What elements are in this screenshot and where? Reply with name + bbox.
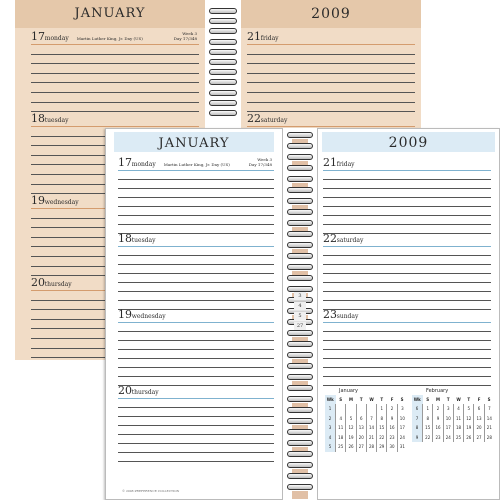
mini-calendar-date[interactable]: 8	[377, 414, 387, 424]
spiral-ring	[287, 374, 313, 380]
year-title: 2009	[388, 135, 429, 151]
day-header-rule	[247, 44, 415, 45]
mini-calendar-week-number: 6	[412, 404, 423, 414]
writing-line[interactable]	[247, 82, 415, 83]
mini-calendar-date[interactable]: 7	[366, 414, 376, 424]
writing-line[interactable]	[118, 224, 274, 225]
mini-calendar-date[interactable]: 19	[464, 423, 474, 433]
mini-calendar-date[interactable]: 18	[453, 423, 463, 433]
mini-calendar-date[interactable]: 21	[484, 423, 494, 433]
writing-line[interactable]	[323, 197, 491, 198]
front-planner	[105, 128, 500, 500]
day-header-rule	[118, 398, 274, 399]
spiral-ring	[209, 49, 237, 55]
mini-calendar-date[interactable]: 12	[346, 423, 356, 433]
spiral-ring	[287, 473, 313, 479]
mini-calendar-header: M	[349, 397, 353, 402]
mini-calendar-date[interactable]: 27	[474, 433, 484, 443]
mini-calendar-week-number: 7	[412, 414, 423, 424]
mini-calendar-date[interactable]	[366, 404, 376, 414]
mini-calendar-date[interactable]: 28	[366, 442, 376, 452]
mini-calendar-date[interactable]: 15	[423, 423, 433, 433]
day-name: tuesday	[44, 116, 69, 124]
writing-line[interactable]	[118, 349, 274, 350]
mini-calendar-week-number: 9	[412, 433, 423, 443]
mini-calendar-date[interactable]: 28	[484, 433, 494, 443]
month-title: JANUARY	[74, 6, 146, 21]
day-header-rule	[31, 126, 199, 127]
mini-calendar-date[interactable]: 4	[336, 414, 346, 424]
mini-calendar-header: T	[380, 397, 384, 402]
mini-calendar-date[interactable]: 8	[423, 414, 433, 424]
day-number: 21	[323, 156, 337, 169]
mini-calendar-date[interactable]: 11	[453, 414, 463, 424]
day-number: 20	[31, 276, 45, 289]
writing-line[interactable]	[323, 376, 491, 377]
mini-calendar-date[interactable]: 14	[484, 414, 494, 424]
mini-calendar-date[interactable]: 26	[464, 433, 474, 443]
writing-line[interactable]	[323, 255, 491, 256]
day-block[interactable]	[118, 309, 274, 385]
day-name: monday	[131, 160, 156, 168]
writing-line[interactable]	[247, 73, 415, 74]
spiral-ring	[287, 187, 313, 193]
writing-line[interactable]	[118, 416, 274, 417]
mini-calendar	[412, 387, 494, 442]
mini-calendar-date[interactable]: 2	[387, 404, 397, 414]
spiral-ring	[287, 451, 313, 457]
day-number: 17	[31, 30, 45, 43]
spiral-ring	[287, 352, 313, 358]
mini-calendar-date[interactable]: 24	[443, 433, 453, 443]
day-block[interactable]	[247, 31, 415, 113]
mini-calendar-date[interactable]: 5	[346, 414, 356, 424]
writing-line[interactable]	[323, 349, 491, 350]
mini-calendar-date[interactable]: 3	[443, 404, 453, 414]
mini-calendar-week-number: 5	[325, 442, 336, 452]
day-header-rule	[118, 170, 274, 171]
spiral-ring	[287, 253, 313, 259]
mini-calendar-date[interactable]: 1	[377, 404, 387, 414]
spiral-ring	[287, 132, 313, 138]
day-block[interactable]	[118, 157, 274, 233]
writing-line[interactable]	[118, 461, 274, 462]
day-name: wednesday	[44, 198, 79, 206]
day-block[interactable]	[323, 157, 491, 233]
writing-line[interactable]	[247, 102, 415, 103]
writing-line[interactable]	[31, 63, 199, 64]
writing-line[interactable]	[31, 92, 199, 93]
back-year-header	[241, 0, 421, 28]
spiral-ring	[287, 462, 313, 468]
spiral-ring	[287, 198, 313, 204]
writing-line[interactable]	[118, 255, 274, 256]
writing-line[interactable]	[118, 197, 274, 198]
day-header-rule	[323, 246, 491, 247]
spiral-ring	[209, 90, 237, 96]
day-header-rule	[323, 322, 491, 323]
mini-calendar-header: S	[400, 397, 404, 402]
day-header-rule	[247, 126, 415, 127]
spiral-ring	[287, 176, 313, 182]
mini-calendar-date[interactable]: 17	[443, 423, 453, 433]
mini-calendar-date[interactable]: 31	[397, 442, 407, 452]
mini-calendars	[325, 387, 497, 497]
spiral-ring	[287, 407, 313, 413]
writing-line[interactable]	[118, 340, 274, 341]
mini-calendar-date[interactable]: 10	[443, 414, 453, 424]
day-block[interactable]	[323, 309, 491, 385]
day-name: friday	[336, 160, 355, 168]
spiral-ring	[209, 8, 237, 14]
day-number: 18	[31, 112, 45, 125]
mini-calendar-grid	[325, 395, 407, 452]
writing-line[interactable]	[118, 358, 274, 359]
mini-calendar-header: W	[369, 397, 374, 402]
mini-calendar-date[interactable]: 9	[433, 414, 443, 424]
holiday-note: Martin Luther King, Jr. Day (US)	[76, 35, 143, 41]
day-number: 19	[31, 194, 45, 207]
writing-line[interactable]	[323, 264, 491, 265]
writing-line[interactable]	[118, 264, 274, 265]
mini-calendar-week-number: 8	[412, 423, 423, 433]
spiral-ring	[287, 429, 313, 435]
day-number: 21	[247, 30, 261, 43]
mini-calendar-date[interactable]: 16	[387, 423, 397, 433]
mini-calendar-week-number: 4	[325, 433, 336, 443]
writing-line[interactable]	[118, 443, 274, 444]
writing-line[interactable]	[118, 179, 274, 180]
writing-line[interactable]	[118, 425, 274, 426]
spiral-ring	[287, 275, 313, 281]
mini-calendar-date[interactable]: 23	[387, 433, 397, 443]
mini-calendar-title: February	[426, 388, 449, 394]
writing-line[interactable]	[323, 358, 491, 359]
writing-line[interactable]	[323, 331, 491, 332]
mini-calendar-date[interactable]: 1	[423, 404, 433, 414]
mini-calendar-header: T	[359, 397, 363, 402]
writing-line[interactable]	[118, 273, 274, 274]
mini-calendar-week-number: 2	[325, 414, 336, 424]
writing-line[interactable]	[118, 452, 274, 453]
day-name: saturday	[260, 116, 288, 124]
mini-calendar-week-number: 3	[325, 423, 336, 433]
writing-line[interactable]	[323, 282, 491, 283]
week-number: Week 3	[182, 31, 197, 36]
mini-calendar-header: M	[436, 397, 440, 402]
day-block[interactable]	[31, 31, 199, 113]
writing-line[interactable]	[247, 63, 415, 64]
writing-line[interactable]	[323, 385, 491, 386]
writing-line[interactable]	[118, 300, 274, 301]
mini-calendar-date[interactable]: 30	[387, 442, 397, 452]
spiral-ring	[287, 165, 313, 171]
writing-line[interactable]	[31, 73, 199, 74]
writing-line[interactable]	[118, 282, 274, 283]
spiral-ring	[287, 231, 313, 237]
mini-calendar-date[interactable]: 25	[336, 442, 346, 452]
writing-line[interactable]	[118, 407, 274, 408]
writing-line[interactable]	[118, 376, 274, 377]
day-name: thursday	[131, 388, 159, 396]
front-year-header	[322, 132, 495, 152]
day-header-rule	[118, 322, 274, 323]
day-of-year: Day 17/348	[248, 162, 272, 167]
day-header-rule	[118, 246, 274, 247]
mini-calendar-date[interactable]: 9	[387, 414, 397, 424]
spiral-ring	[287, 440, 313, 446]
day-name: monday	[44, 34, 69, 42]
spiral-ring	[287, 341, 313, 347]
writing-line[interactable]	[118, 215, 274, 216]
mini-calendar-header: S	[339, 397, 343, 402]
day-number: 22	[247, 112, 261, 125]
spiral-ring	[287, 264, 313, 270]
mini-calendar	[325, 387, 407, 452]
week-number: Week 3	[257, 157, 272, 162]
day-number: 23	[323, 308, 337, 321]
mini-calendar-header: Wk	[326, 397, 334, 402]
mini-calendar-date[interactable]: 3	[397, 404, 407, 414]
month-tab[interactable]	[292, 491, 308, 499]
week-info	[249, 157, 272, 167]
mini-calendar-date[interactable]: 6	[474, 404, 484, 414]
writing-line[interactable]	[247, 92, 415, 93]
mini-calendar-date[interactable]: 14	[366, 423, 376, 433]
writing-line[interactable]	[118, 188, 274, 189]
day-block[interactable]	[323, 233, 491, 309]
writing-line[interactable]	[118, 206, 274, 207]
writing-line[interactable]	[31, 82, 199, 83]
mini-calendar-header: W	[456, 397, 461, 402]
writing-line[interactable]	[323, 291, 491, 292]
mini-calendar-header: S	[426, 397, 430, 402]
day-name: saturday	[336, 236, 364, 244]
month-title: JANUARY	[158, 136, 230, 151]
year-title: 2009	[311, 6, 351, 22]
spiral-ring	[287, 242, 313, 248]
week-tab[interactable]: 3	[294, 292, 306, 300]
spiral-ring	[209, 79, 237, 85]
spiral-ring	[209, 39, 237, 45]
spiral-ring	[287, 143, 313, 149]
mini-calendar-date[interactable]: 10	[397, 414, 407, 424]
day-number: 22	[323, 232, 337, 245]
day-name: friday	[260, 34, 279, 42]
day-name: thursday	[44, 280, 72, 288]
mini-calendar-date[interactable]: 27	[356, 442, 366, 452]
mini-calendar-date[interactable]: 7	[484, 404, 494, 414]
spiral-ring	[209, 18, 237, 24]
day-number: 17	[118, 156, 132, 169]
mini-calendar-date[interactable]: 16	[433, 423, 443, 433]
mini-calendar-date[interactable]: 2	[433, 404, 443, 414]
spiral-ring	[287, 484, 313, 490]
writing-line[interactable]	[323, 300, 491, 301]
writing-line[interactable]	[323, 340, 491, 341]
mini-calendar-date[interactable]	[336, 404, 346, 414]
mini-calendar-grid	[412, 395, 494, 442]
writing-line[interactable]	[323, 179, 491, 180]
mini-calendar-date[interactable]: 15	[377, 423, 387, 433]
week-tab[interactable]: 27	[294, 322, 306, 330]
writing-line[interactable]	[31, 54, 199, 55]
day-block[interactable]	[118, 385, 274, 461]
spiral-ring	[287, 418, 313, 424]
writing-line[interactable]	[118, 331, 274, 332]
writing-line[interactable]	[118, 291, 274, 292]
front-left-page	[105, 128, 283, 500]
day-number: 19	[118, 308, 132, 321]
week-tab[interactable]: 5	[294, 312, 306, 320]
spiral-ring	[287, 220, 313, 226]
holiday-note: Martin Luther King, Jr. Day (US)	[163, 161, 230, 167]
front-right-page	[317, 128, 500, 500]
writing-line[interactable]	[31, 102, 199, 103]
front-month-header	[114, 132, 274, 152]
mini-calendar-date[interactable]	[346, 404, 356, 414]
writing-line[interactable]	[118, 434, 274, 435]
week-info	[174, 31, 197, 41]
mini-calendar-header: F	[477, 397, 481, 402]
day-header-rule	[31, 44, 199, 45]
spiral-ring	[209, 69, 237, 75]
writing-line[interactable]	[323, 367, 491, 368]
mini-calendar-date[interactable]: 20	[474, 423, 484, 433]
day-block[interactable]	[118, 233, 274, 309]
mini-calendar-date[interactable]	[356, 404, 366, 414]
mini-calendar-title: January	[339, 388, 358, 394]
mini-calendar-date[interactable]: 25	[453, 433, 463, 443]
day-header-rule	[323, 170, 491, 171]
mini-calendar-date[interactable]: 21	[366, 433, 376, 443]
mini-calendar-header: T	[446, 397, 450, 402]
mini-calendar-date[interactable]: 26	[346, 442, 356, 452]
spiral-ring	[209, 28, 237, 34]
spiral-ring	[287, 363, 313, 369]
writing-line[interactable]	[118, 367, 274, 368]
mini-calendar-date[interactable]: 20	[356, 433, 366, 443]
mini-calendar-date[interactable]: 17	[397, 423, 407, 433]
mini-calendar-date[interactable]: 22	[423, 433, 433, 443]
spiral-ring	[287, 154, 313, 160]
mini-calendar-date[interactable]: 6	[356, 414, 366, 424]
front-spiral-binding	[283, 128, 317, 500]
mini-calendar-date[interactable]: 24	[397, 433, 407, 443]
mini-calendar-date[interactable]: 12	[464, 414, 474, 424]
mini-calendar-date[interactable]: 13	[356, 423, 366, 433]
mini-calendar-header: F	[390, 397, 394, 402]
spiral-ring	[287, 385, 313, 391]
day-of-year: Day 17/348	[173, 36, 197, 41]
day-name: sunday	[336, 312, 359, 320]
writing-line[interactable]	[247, 54, 415, 55]
mini-calendar-date[interactable]: 4	[453, 404, 463, 414]
week-tab[interactable]: 4	[294, 302, 306, 310]
writing-line[interactable]	[323, 273, 491, 274]
mini-calendar-date[interactable]: 13	[474, 414, 484, 424]
writing-line[interactable]	[323, 206, 491, 207]
spiral-ring	[209, 59, 237, 65]
day-number: 18	[118, 232, 132, 245]
writing-line[interactable]	[323, 188, 491, 189]
copyright-text: © 2008 PREFERENCE COLLECTION	[122, 489, 180, 493]
spiral-ring	[209, 110, 237, 116]
writing-line[interactable]	[323, 215, 491, 216]
writing-line[interactable]	[323, 224, 491, 225]
spiral-ring	[287, 209, 313, 215]
mini-calendar-header: T	[467, 397, 471, 402]
mini-calendar-header: Wk	[413, 397, 421, 402]
day-number: 20	[118, 384, 132, 397]
day-name: tuesday	[131, 236, 156, 244]
spiral-ring	[287, 330, 313, 336]
mini-calendar-date[interactable]: 29	[377, 442, 387, 452]
spiral-ring	[209, 100, 237, 106]
mini-calendar-date[interactable]: 18	[336, 433, 346, 443]
mini-calendar-date[interactable]: 11	[336, 423, 346, 433]
spiral-ring	[287, 396, 313, 402]
mini-calendar-header: S	[487, 397, 491, 402]
mini-calendar-date[interactable]: 22	[377, 433, 387, 443]
mini-calendar-date[interactable]: 23	[433, 433, 443, 443]
back-month-header	[15, 0, 205, 28]
day-name: wednesday	[131, 312, 166, 320]
mini-calendar-date[interactable]: 19	[346, 433, 356, 443]
mini-calendar-date[interactable]: 5	[464, 404, 474, 414]
mini-calendar-week-number: 1	[325, 404, 336, 414]
